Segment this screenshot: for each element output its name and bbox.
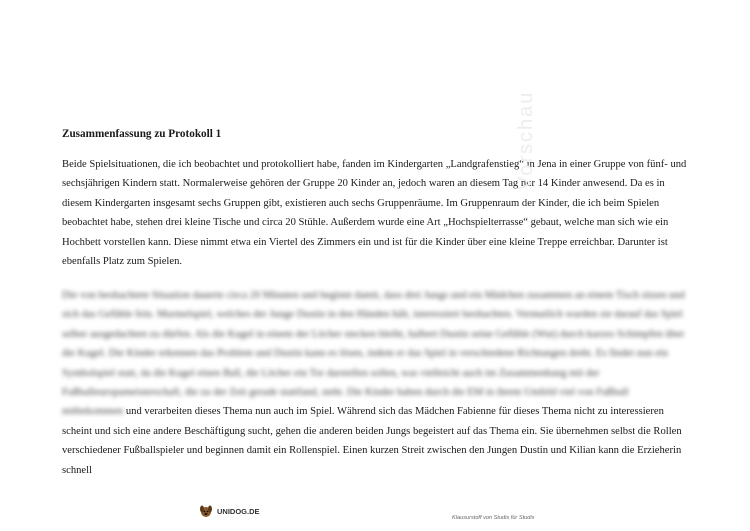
footer-note: Klausurstoff von Studis für Studis bbox=[452, 515, 535, 521]
logo-text: UNIDOG.DE bbox=[217, 506, 260, 516]
paragraph-2-visible-text: und verarbeiten dieses Thema nun auch im Spiel. Während sich das Mädchen Fabienne für dieses Thema nicht zu interessieren scheint und sich eine andere Beschäftigung sucht, gehen die anderen beiden Jungs begeistert auf das Thema ein. Sie übernehmen selbst die Rollen verschiedener Fußballspieler und beginnen damit ein Rollenspiel. Einen kurzen Streit zwischen den Jungen Dustin und Kilian kann die Erzieherin schnell bbox=[62, 406, 682, 476]
watermark: Vorschau bbox=[515, 90, 537, 190]
document-heading: Zusammenfassung zu Protokoll 1 bbox=[62, 128, 222, 140]
paragraph-1: Beide Spielsituationen, die ich beobachtet und protokolliert habe, fanden im Kindergarten „Landgrafenstieg“ in Jena in einer Gruppe von fünf- und sechsjährigen Kindern statt. Normalerweise gehören der Gruppe 20 Kinder an, jedoch waren an diesem Tag nur 14 Kinder anwesend. Da es in diesem Kindergarten insgesamt sechs Gruppen gibt, existieren auch sechs Gruppenräume. Im Gruppenraum der Kinder, die ich beim Spielen beobachtet habe, stehen drei kleine Tische und circa 20 Stühle. Außerdem wurde eine Art „Hochspielterrasse“ gebaut, welche man sich wie ein Hochbett vorstellen kann. Diese nimmt etwa ein Viertel des Zimmers ein und ist für die Kinder über eine kleine Treppe erreichbar. Darunter ist ebenfalls Platz zum Spielen. bbox=[62, 159, 687, 268]
unidog-logo bbox=[198, 503, 260, 519]
blurred-text: Die von beobachtete Situation dauerte circa 20 Minuten und beginnt damit, dass drei Jungs und ein Mädchen zusammen an einem Tisch sitzen und sich das Gefühle fein. Murmelspiel, welches der Junge Dustin in den Händen hält, interessiert beobachten. Vermutlich wurden sie darauf das Spiel selber ausgedachten zu dürfen. Als die Kugel in einem der Löcher stecken bleibt, halbert Dustin seine Gefühle (Wut) durch kurzes Schimpfen über die Kugel. Die Kinder erkennen das Problem und Dustin kann es lösen, indem er das Spiel in verschiedene Richtungen dreht. Es findet nun ein Symbolspiel statt, da die Kugel einen Ball, die Löcher ein Tor darstellen sollen, was vielleicht auch im Zusammenhang mit der Fußballeuropameisterschaft, die zu der Zeit gerade stattfand, steht. Die Kinder haben durch die EM in ihrem Umfeld viel von Fußball mitbekommen bbox=[62, 290, 685, 418]
dog-icon bbox=[198, 503, 214, 519]
paragraph-2 bbox=[62, 286, 690, 480]
